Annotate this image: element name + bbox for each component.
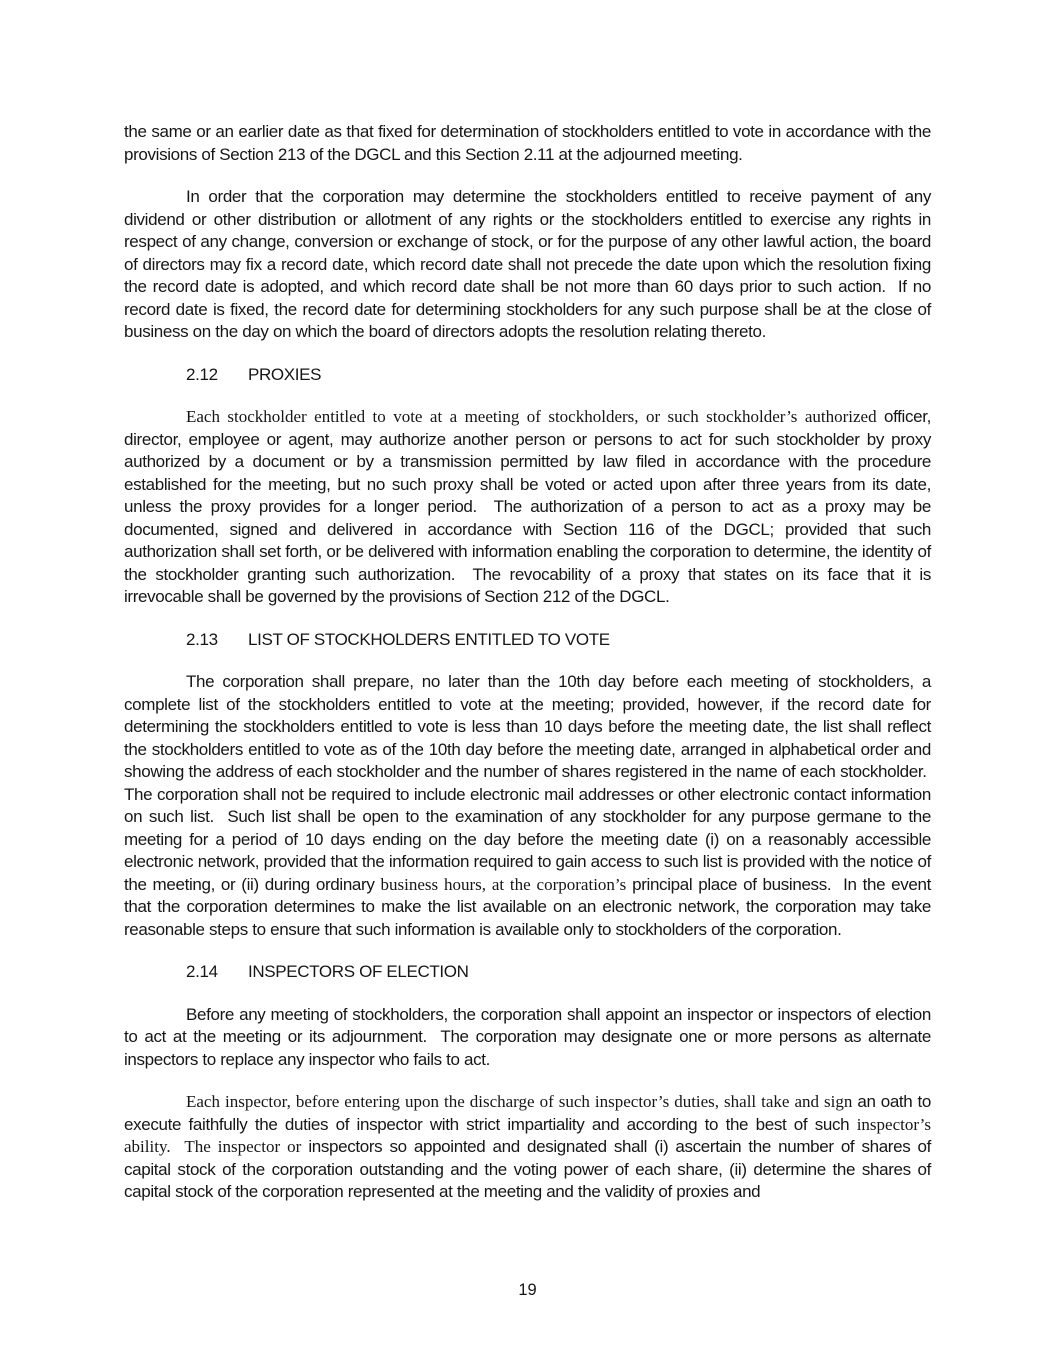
text-run: an oath to execute faithfully the duties of inspector with strict impartiality and according to the best of such: [124, 1092, 931, 1134]
section-heading: [124, 629, 931, 652]
paragraph: [124, 186, 931, 344]
paragraph: [124, 406, 931, 609]
text-run: inspectors so appointed and designated shall (i) ascertain the number of shares of capital stock of the corporation outstanding and the voting power of each share, (ii) determine the shares of capital stock of the corporation represented at the meeting and the validity of proxies and: [124, 1137, 931, 1201]
text-run: business hours, at the corporation’s: [380, 874, 633, 894]
section-number: 2.14: [186, 962, 218, 981]
text-run: Each stockholder entitled to vote at a meeting of stockholders, or such stockholder’s authorized: [186, 407, 885, 426]
section-heading: [124, 961, 931, 984]
text-run: principal place of business. In the event that the corporation determines to make the list available on an electronic network, the corporation may take reasonable steps to ensure that such information is available only to stockholders of the corporation.: [124, 874, 931, 939]
paragraph: [124, 1091, 931, 1204]
page-number: 19: [518, 1281, 537, 1299]
section-title: INSPECTORS OF ELECTION: [248, 962, 469, 981]
paragraph: [124, 671, 931, 941]
text-run: inspector’s ability. The inspector or: [124, 1114, 931, 1156]
section-number: 2.12: [186, 364, 218, 384]
section-title: LIST OF STOCKHOLDERS ENTITLED TO VOTE: [248, 629, 610, 649]
section-title: PROXIES: [248, 364, 322, 384]
text-run: Before any meeting of stockholders, the corporation shall appoint an inspector or inspectors of election to act at the meeting or its adjournment. The corporation may designate one or more persons as alternate inspectors to replace any inspector who fails to act.: [124, 1004, 931, 1069]
text-run: officer, director, employee or agent, may authorize another person or persons to act for such stockholder by proxy authorized by a document or by a transmission permitted by law filed in accordance with the procedure established for the meeting, but no such proxy shall be voted or acted upon after three years from its date, unless the proxy provides for a longer period. The authorization of a person to act as a proxy may be documented, signed and delivered in accordance with Section 116 of the DGCL; provided that such authorization shall set forth, or be delivered with information enabling the corporation to determine, the identity of the stockholder granting such authorization. The revocability of a proxy that states on its face that it is irrevocable shall be governed by the provisions of Section 212 of the DGCL.: [124, 407, 931, 606]
document-body: [124, 121, 931, 1224]
section-number: 2.13: [186, 629, 218, 649]
section-heading: [124, 364, 931, 387]
text-run: In order that the corporation may determine the stockholders entitled to receive payment of any dividend or other distribution or allotment of any rights or the stockholders entitled to exercise any rights in respect of any change, conversion or exchange of stock, or for the purpose of any other lawful action, the board of directors may fix a record date, which record date shall not precede the date upon which the resolution fixing the record date is adopted, and which record date shall be not more than 60 days prior to such action. If no record date is fixed, the record date for determining stockholders for any such purpose shall be at the close of business on the day on which the board of directors adopts the resolution relating thereto.: [124, 187, 931, 341]
text-run: The corporation shall prepare, no later than the 10th day before each meeting of stockholders, a complete list of the stockholders entitled to vote at the meeting; provided, however, if the record date for determining the stockholders entitled to vote is less than 10 days before the meeting date, the list shall reflect the stockholders entitled to vote as of the 10th day before the meeting date, arranged in alphabetical order and showing the address of each stockholder and the number of shares registered in the name of each stockholder. The corporation shall not be required to include electronic mail addresses or other electronic contact information on such list. Such list shall be open to the examination of any stockholder for any purpose germane to the meeting for a period of 10 days ending on the day before the meeting date (i) on a reasonably accessible electronic network, provided that the information required to gain access to such list is provided with the notice of the meeting, or (ii) during ordinary: [124, 672, 931, 894]
text-run: the same or an earlier date as that fixed for determination of stockholders entitled to vote in accordance with the provisions of Section 213 of the DGCL and this Section 2.11 at the adjourned meeting.: [124, 122, 931, 164]
paragraph: [124, 121, 931, 166]
text-run: Each inspector, before entering upon the discharge of such inspector’s duties, shall take and sign: [186, 1092, 858, 1111]
paragraph: [124, 1004, 931, 1072]
